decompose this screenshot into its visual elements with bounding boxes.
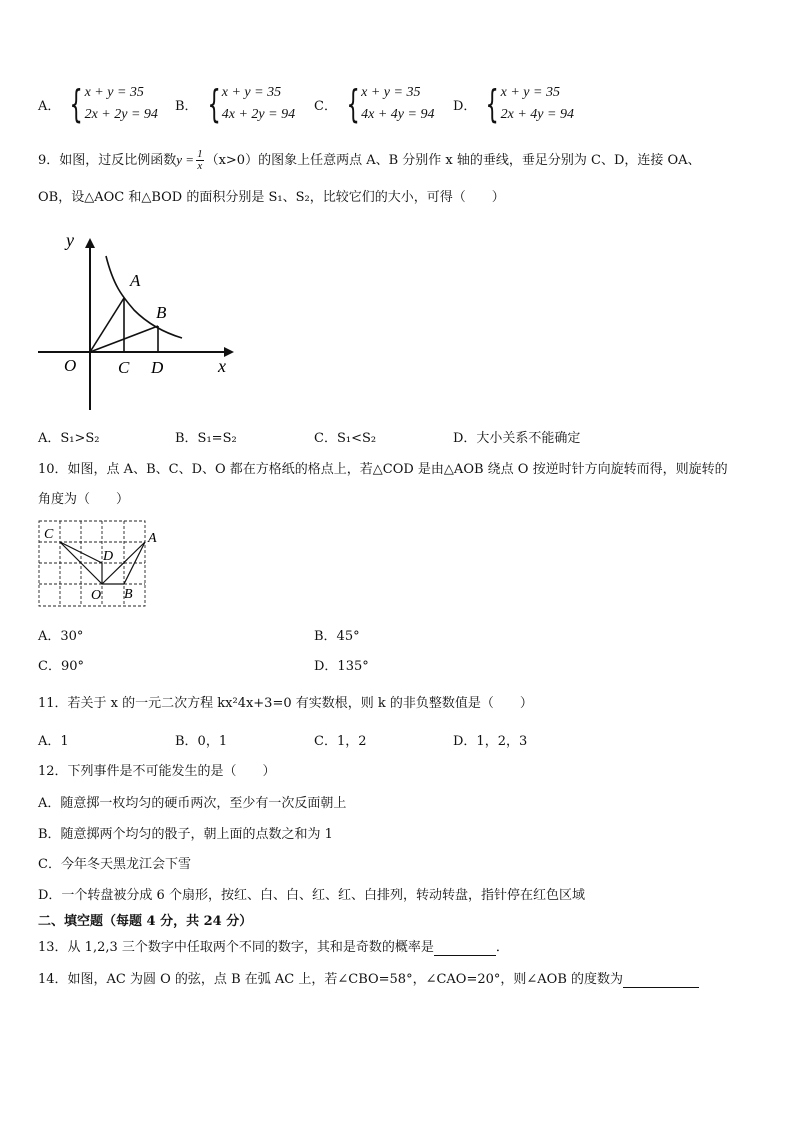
- q9-option-b: B．S₁=S₂: [175, 431, 237, 446]
- q9-option-c: C．S₁<S₂: [314, 431, 377, 446]
- label-d: D: [151, 358, 164, 377]
- q11-option-a: A．1: [38, 734, 69, 749]
- q10-stem-line2: 角度为（ ）: [38, 492, 130, 507]
- segment-oa: [90, 298, 124, 352]
- q11-option-c: C．1，2: [314, 734, 367, 749]
- q10-grid-figure: [36, 518, 162, 610]
- q9-option-d: D．大小关系不能确定: [453, 431, 581, 446]
- brace-icon: {: [485, 82, 500, 126]
- brace-icon: {: [346, 82, 360, 126]
- q9-stem-line1: 9．如图，过反比例函数y = $\frac{1}{x}$ （x>0）的图象上任意两点 A、B 分别作 x 轴的垂线，垂足分别为 C、D，连接 OA、: [38, 148, 701, 172]
- q10-option-a: A．30°: [38, 629, 84, 644]
- label-c: C: [118, 358, 130, 377]
- answer-blank[interactable]: [434, 940, 496, 956]
- q8-option-b: B． { x + y = 35 4x + 2y = 94: [175, 82, 296, 126]
- q12-option-b: B．随意掷两个均匀的骰子，朝上面的点数之和为 1: [38, 827, 333, 842]
- section-heading: 二、填空题（每题 4 分，共 24 分）: [38, 914, 253, 929]
- q8-option-a: A． { x + y = 35 2x + 2y = 94: [38, 82, 158, 126]
- q11-option-d: D．1，2，3: [453, 734, 528, 749]
- q9-option-a: A．S₁>S₂: [38, 431, 100, 446]
- label-x: x: [218, 356, 226, 376]
- answer-blank[interactable]: [623, 972, 699, 988]
- q12-option-a: A．随意掷一枚均匀的硬币两次，至少有一次反面朝上: [38, 796, 347, 811]
- label-a: A: [130, 271, 141, 290]
- q10-option-d: D．135°: [314, 659, 369, 674]
- label-d: D: [103, 549, 114, 564]
- q11-option-b: B．0，1: [175, 734, 228, 749]
- label-a: A: [148, 531, 157, 546]
- label-o: O: [91, 588, 102, 603]
- label-o: O: [64, 356, 77, 375]
- brace-icon: {: [69, 82, 84, 126]
- label-b: B: [156, 303, 167, 322]
- q13-stem: 13．从 1,2,3 三个数字中任取两个不同的数字，其和是奇数的概率是 ．: [38, 940, 509, 955]
- q10-option-b: B．45°: [314, 629, 360, 644]
- q9-figure: [34, 228, 244, 418]
- q10-stem-line1: 10．如图，点 A、B、C、D、O 都在方格纸的格点上，若△COD 是由△AOB 绕点 O 按逆时针方向旋转而得，则旋转的: [38, 462, 728, 477]
- label-y: y: [66, 230, 74, 250]
- q12-stem: 12．下列事件是不可能发生的是（ ）: [38, 764, 276, 779]
- label-c: C: [44, 527, 54, 542]
- q9-stem-line2: OB，设△AOC 和△BOD 的面积分别是 S₁、S₂，比较它们的大小，可得（ ）: [38, 190, 505, 205]
- q14-stem: 14．如图，AC 为圆 O 的弦，点 B 在弧 AC 上，若∠CBO=58°，∠CAO=20°，则∠AOB 的度数为: [38, 968, 699, 988]
- q12-option-c: C．今年冬天黑龙江会下雪: [38, 857, 191, 872]
- q8-option-c: C． { x + y = 35 4x + 4y = 94: [314, 82, 435, 126]
- hyperbola-curve: [106, 256, 182, 338]
- label-b: B: [124, 587, 133, 602]
- q11-stem: 11．若关于 x 的一元二次方程 kx²4x+3=0 有实数根，则 k 的非负整数值是（ ）: [38, 696, 533, 711]
- q10-option-c: C．90°: [38, 659, 84, 674]
- q8-option-d: D． { x + y = 35 2x + 4y = 94: [453, 82, 574, 126]
- q12-option-d: D．一个转盘被分成 6 个扇形，按红、白、白、红、红、白排列，转动转盘，指针停在红色区域: [38, 888, 585, 903]
- brace-icon: {: [207, 82, 221, 126]
- segment-cd: [60, 542, 102, 563]
- fraction: $\frac{1}{x}$: [197, 148, 203, 172]
- y-axis-arrow-icon: [85, 238, 95, 248]
